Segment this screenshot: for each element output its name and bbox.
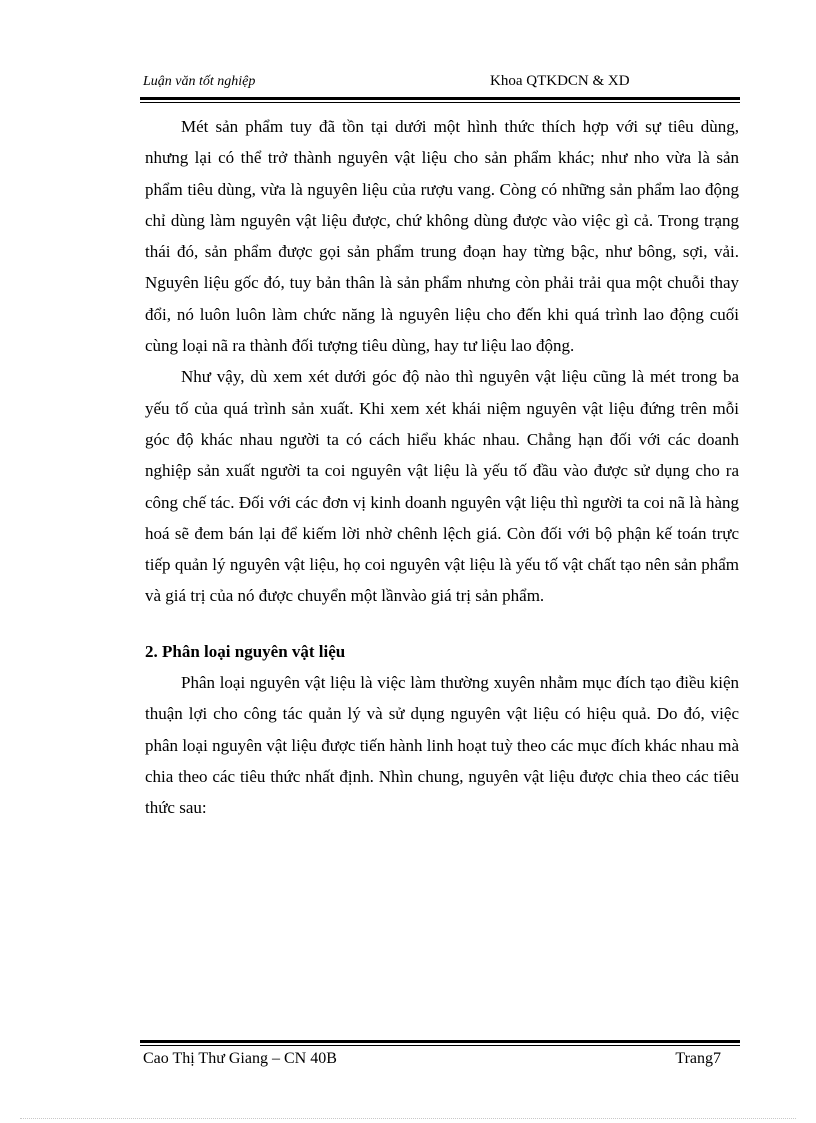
header-rule-thick bbox=[140, 97, 740, 100]
section-spacer bbox=[145, 612, 739, 636]
paragraph-raw-materials-definition: Mét sản phẩm tuy đã tồn tại dưới một hình thức thích hợp với sự tiêu dùng, nhưng lại có thể trở thành nguyên vật liệu cho sản phẩm khác; như nho vừa là sản phẩm tiêu dùng, vừa là nguyên liệu của rượu vang. Còng có những sản phẩm lao động chỉ dùng làm nguyên vật liệu được, chứ không dùng được vào việc gì cả. Trong trạng thái đó, sản phẩm được gọi sản phẩm trung đoạn hay từng bậc, như bông, sợi, vải. Nguyên liệu gốc đó, tuy bản thân là sản phẩm nhưng còn phải trải qua một chuỗi thay đổi, nó luôn luôn làm chức năng là nguyên liệu cho đến khi quá trình lao động cuối cùng loại nã ra thành đối tượng tiêu dùng, hay tư liệu lao động. bbox=[145, 117, 739, 356]
section-heading: 2. Phân loại nguyên vật liệu bbox=[145, 641, 346, 661]
header-rule-thin bbox=[140, 102, 740, 103]
footer-author: Cao Thị Thư Giang – CN 40B bbox=[143, 1050, 337, 1067]
footer-rule-thin bbox=[140, 1045, 740, 1046]
paragraph-classification: Phân loại nguyên vật liệu là việc làm thường xuyên nhằm mục đích tạo điều kiện thuận lợi cho công tác quản lý và sử dụng nguyên vật liệu có hiệu quả. Do đó, việc phân loại nguyên vật liệu được tiến hành linh hoạt tuỳ theo các mục đích khác nhau mà chia theo các tiêu thức nhất định. Nhìn chung, nguyên vật liệu được chia theo các tiêu thức sau: bbox=[145, 673, 739, 818]
document-body bbox=[145, 111, 739, 824]
header-faculty-label: Khoa QTKDCN & XD bbox=[490, 73, 630, 89]
header-thesis-label: Luận văn tốt nghiệp bbox=[143, 74, 256, 89]
page-bottom-edge bbox=[20, 1118, 796, 1119]
footer-rule-thick bbox=[140, 1040, 740, 1043]
page-header bbox=[140, 70, 740, 92]
footer-page-number: Trang7 bbox=[675, 1050, 721, 1067]
page-footer bbox=[140, 1050, 740, 1074]
paragraph-perspectives: Như vậy, dù xem xét dưới góc độ nào thì nguyên vật liệu cũng là mét trong ba yếu tố của quá trình sản xuất. Khi xem xét khái niệm nguyên vật liệu đứng trên mỗi góc độ khác nhau người ta có cách hiểu khác nhau. Chẳng hạn đối với các doanh nghiệp sản xuất người ta coi nguyên vật liệu là yếu tố đầu vào được sử dụng cho ra công chế tác. Đối với các đơn vị kinh doanh nguyên vật liệu thì người ta coi nã là hàng hoá sẽ đem bán lại để kiếm lời nhờ chênh lệch giá. Còn đối với bộ phận kế toán trực tiếp quản lý nguyên vật liệu, họ coi nguyên vật liệu là yếu tố vật chất tạo nên sản phẩm và giá trị của nó được chuyển một lầnvào giá trị sản phẩm. bbox=[145, 367, 739, 606]
